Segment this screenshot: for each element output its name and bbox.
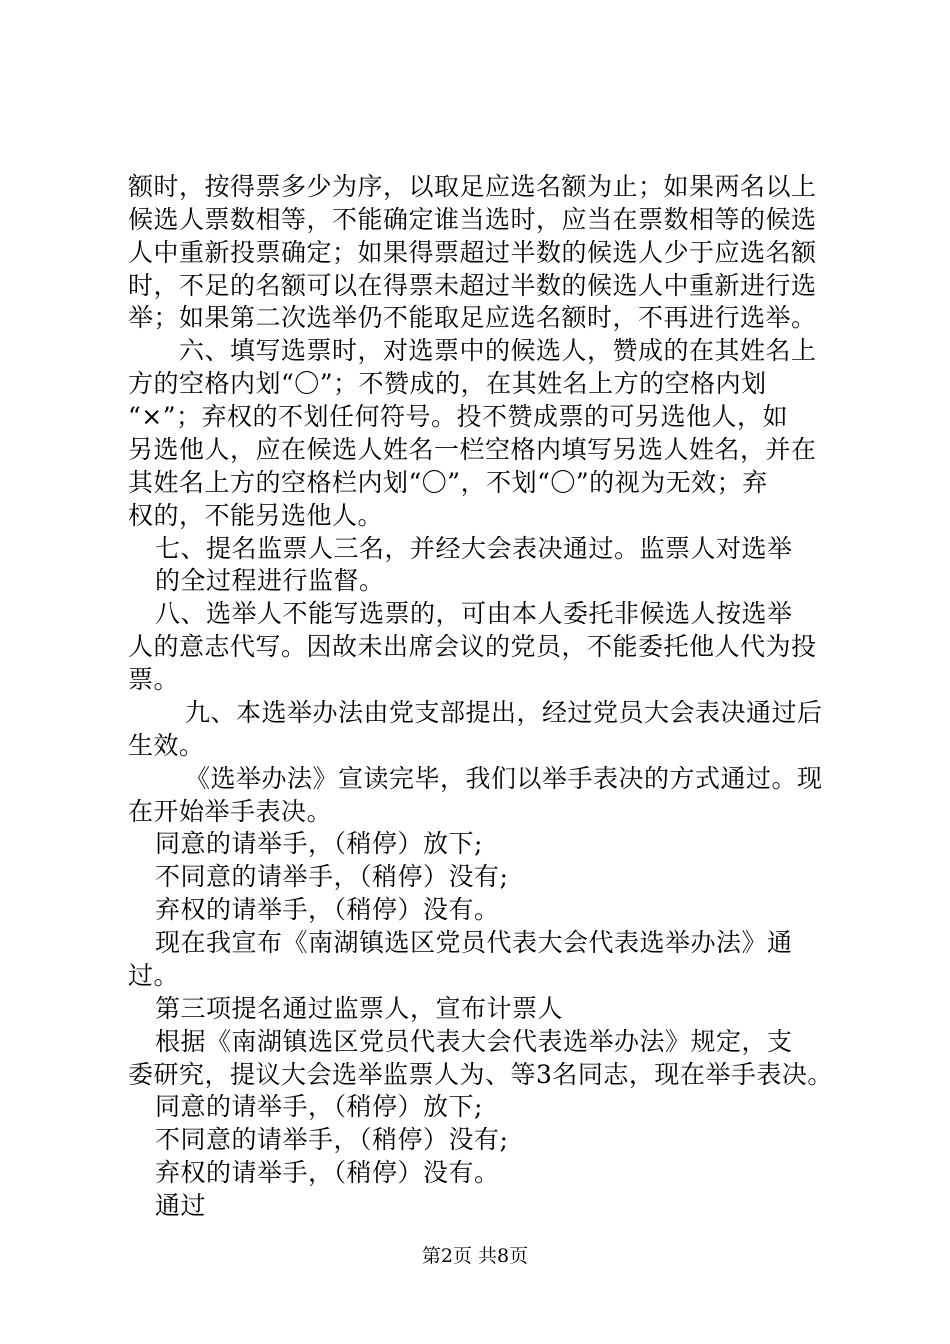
text-line-14: 八、选举人不能写选票的，可由本人委托非候选人按选举 bbox=[155, 599, 793, 628]
text-line-20: 在开始举手表决。 bbox=[128, 797, 333, 826]
text-line-19: 《选举办法》宣读完毕，我们以举手表决的方式通过。现 bbox=[185, 764, 823, 793]
text-line-29: 同意的请举手，（稍停）放下; bbox=[155, 1092, 483, 1121]
text-line-10: 其姓名上方的空格栏内划“〇”，不划“〇”的视为无效；弃 bbox=[128, 468, 768, 497]
text-line-12: 七、提名监票人三名，并经大会表决通过。监票人对选举 bbox=[155, 534, 793, 563]
text-line-4: 时，不足的名额可以在得票未超过半数的候选人中重新进行选 bbox=[128, 271, 817, 300]
text-line-23: 弃权的请举手，（稍停）没有。 bbox=[155, 895, 500, 924]
text-line-8: “×”；弃权的不划任何符号。投不赞成票的可另选他人，如 bbox=[128, 402, 789, 431]
text-line-16: 票。 bbox=[128, 665, 180, 694]
text-line-7: 方的空格内划“〇”；不赞成的，在其姓名上方的空格内划 bbox=[128, 369, 767, 398]
text-line-21: 同意的请举手，（稍停）放下; bbox=[155, 829, 483, 858]
text-line-24: 现在我宣布《南湖镇选区党员代表大会代表选举办法》通 bbox=[155, 928, 793, 957]
text-line-3: 人中重新投票确定；如果得票超过半数的候选人少于应选名额 bbox=[128, 238, 817, 267]
text-line-28: 委研究，提议大会选举监票人为、等3名同志，现在举手表决。 bbox=[128, 1060, 833, 1089]
text-line-6: 六、填写选票时，对选票中的候选人，赞成的在其姓名上 bbox=[179, 336, 817, 365]
text-line-11: 权的，不能另选他人。 bbox=[128, 501, 384, 530]
text-line-27: 根据《南湖镇选区党员代表大会代表选举办法》规定，支 bbox=[155, 1027, 793, 1056]
text-line-31: 弃权的请举手，（稍停）没有。 bbox=[155, 1158, 500, 1187]
text-line-13: 的全过程进行监督。 bbox=[155, 566, 385, 595]
page-number-footer: 第2页 共8页 bbox=[421, 1245, 529, 1267]
text-line-22: 不同意的请举手，（稍停）没有; bbox=[155, 862, 509, 891]
text-line-32: 通过 bbox=[155, 1191, 207, 1220]
text-line-9: 另选他人，应在候选人姓名一栏空格内填写另选人姓名，并在 bbox=[128, 435, 817, 464]
text-line-1: 额时，按得票多少为序，以取足应选名额为止；如果两名以上 bbox=[128, 172, 817, 201]
text-line-25: 过。 bbox=[128, 961, 180, 990]
text-line-18: 生效。 bbox=[128, 731, 205, 760]
text-line-17: 九、本选举办法由党支部提出，经过党员大会表决通过后 bbox=[185, 698, 823, 727]
text-line-30: 不同意的请举手，（稍停）没有; bbox=[155, 1125, 509, 1154]
text-line-5: 举；如果第二次选举仍不能取足应选名额时，不再进行选举。 bbox=[128, 303, 817, 332]
text-line-15: 人的意志代写。因故未出席会议的党员，不能委托他人代为投 bbox=[128, 632, 817, 661]
text-line-26: 第三项提名通过监票人，宣布计票人 bbox=[155, 994, 564, 1023]
text-line-2: 候选人票数相等，不能确定谁当选时，应当在票数相等的候选 bbox=[128, 205, 817, 234]
